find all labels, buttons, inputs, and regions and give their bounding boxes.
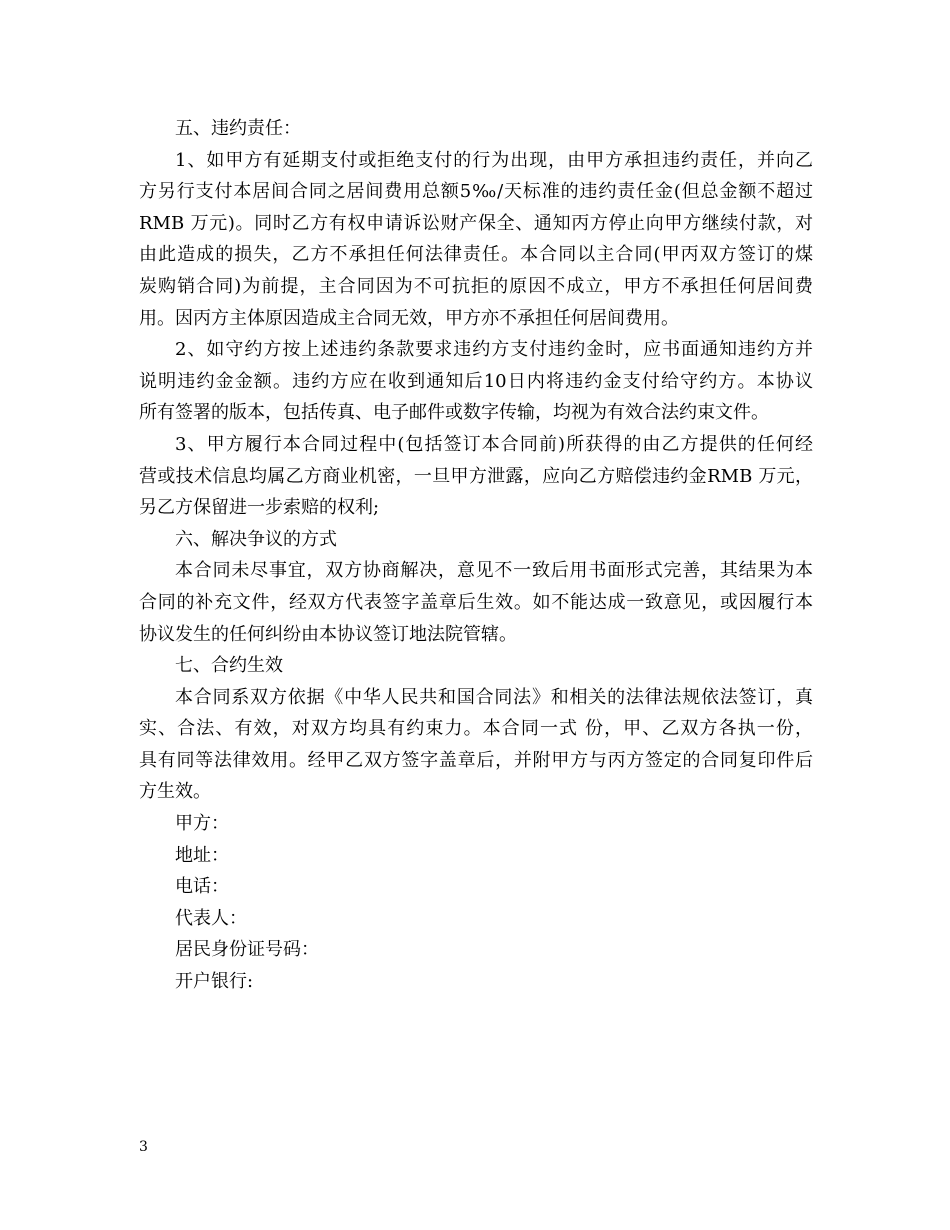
text-line: 炭购销合同)为前提，主合同因为不可抗拒的原因不成立，甲方不承担任何居间费 (139, 275, 813, 297)
address-field: 地址： (175, 844, 229, 866)
representative-field: 代表人： (175, 907, 247, 929)
text-line: 本合同未尽事宜，双方协商解决，意见不一致后用书面形式完善，其结果为本 (175, 560, 813, 582)
text-line: 说明违约金金额。违约方应在收到通知后10日内将违约金支付给守约方。本协议 (139, 370, 813, 392)
bank-field: 开户银行: (175, 971, 254, 993)
text-line: 实、合法、有效，对双方均具有约束力。本合同一式 份，甲、乙双方各执一份， (139, 718, 813, 740)
text-line: 营或技术信息均属乙方商业机密，一旦甲方泄露，应向乙方赔偿违约金RMB 万元， (139, 465, 813, 487)
text-line: RMB 万元)。同时乙方有权申请诉讼财产保全、通知丙方停止向甲方继续付款，对 (139, 212, 813, 234)
text-line: 具有同等法律效用。经甲乙双方签字盖章后，并附甲方与丙方签定的合同复印件后 (139, 749, 813, 771)
text-line: 方另行支付本居间合同之居间费用总额5‰/天标准的违约责任金(但总金额不超过 (139, 181, 813, 203)
text-line: 另乙方保留进一步索赔的权利; (139, 497, 380, 519)
text-line: 1、如甲方有延期支付或拒绝支付的行为出现，由甲方承担违约责任，并向乙 (175, 149, 813, 171)
section-heading-contract-effect: 七、合约生效 (175, 655, 283, 677)
text-line: 本合同系双方依据《中华人民共和国合同法》和相关的法律法规依法签订，真 (175, 686, 813, 708)
text-line: 2、如守约方按上述违约条款要求违约方支付违约金时，应书面通知违约方并 (175, 339, 813, 361)
text-line: 方生效。 (139, 781, 211, 803)
text-line: 协议发生的任何纠纷由本协议签订地法院管辖。 (139, 623, 517, 645)
section-heading-dispute-resolution: 六、解决争议的方式 (175, 528, 337, 550)
text-line: 3、甲方履行本合同过程中(包括签订本合同前)所获得的由乙方提供的任何经 (175, 433, 813, 455)
phone-field: 电话： (175, 876, 229, 898)
party-a-field: 甲方： (175, 813, 229, 835)
document-body (139, 113, 813, 998)
text-line: 用。因丙方主体原因造成主合同无效，甲方亦不承担任何居间费用。 (139, 307, 679, 329)
section-heading-breach-liability: 五、违约责任： (175, 118, 301, 139)
text-line: 合同的补充文件，经双方代表签字盖章后生效。如不能达成一致意见，或因履行本 (139, 591, 813, 613)
text-line: 由此造成的损失，乙方不承担任何法律责任。本合同以主合同(甲丙双方签订的煤 (139, 244, 813, 266)
text-line: 所有签署的版本，包括传真、电子邮件或数字传输，均视为有效合法约束文件。 (139, 402, 769, 424)
id-number-field: 居民身份证号码： (175, 939, 319, 961)
page-number: 3 (139, 1139, 148, 1155)
